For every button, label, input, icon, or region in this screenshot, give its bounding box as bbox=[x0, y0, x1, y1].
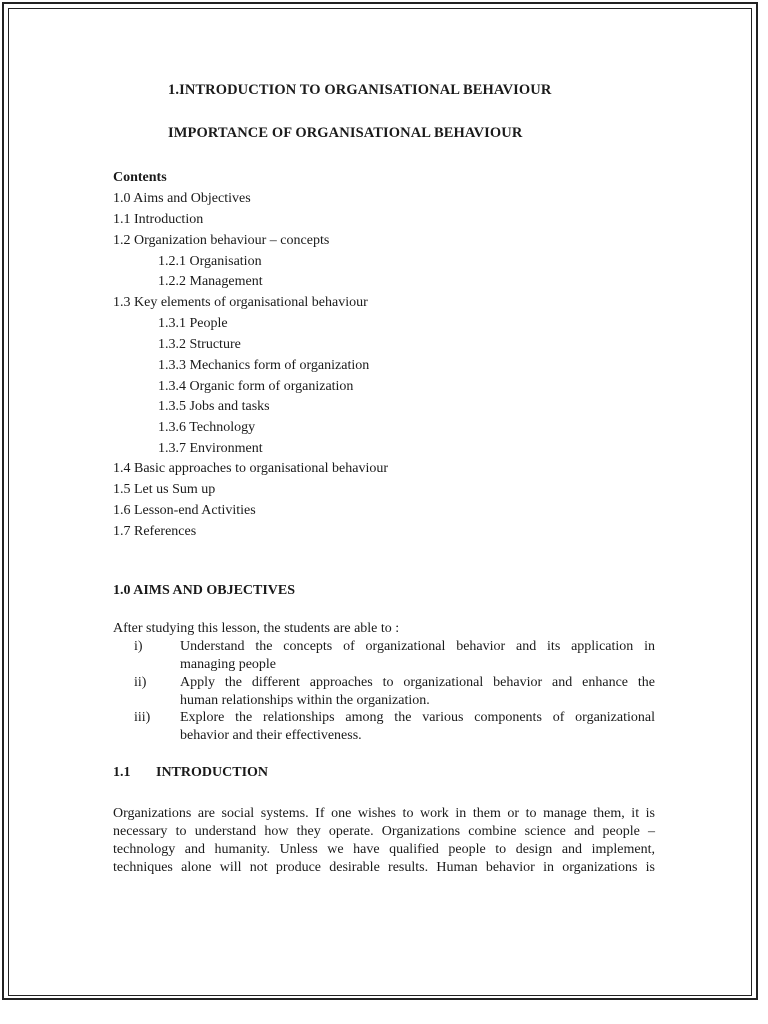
contents-subitem: 1.3.7 Environment bbox=[158, 441, 263, 456]
contents-item: 1.0 Aims and Objectives bbox=[113, 191, 251, 206]
contents-subitem: 1.2.2 Management bbox=[158, 274, 263, 289]
document-title: 1.INTRODUCTION TO ORGANISATIONAL BEHAVIOUR bbox=[168, 82, 552, 98]
list-item-line: Apply the different approaches to organizational behavior and enhance the bbox=[180, 675, 655, 690]
introduction-heading: INTRODUCTION bbox=[156, 765, 269, 780]
contents-item: 1.5 Let us Sum up bbox=[113, 482, 216, 497]
contents-item: 1.1 Introduction bbox=[113, 212, 204, 227]
contents-item: 1.2 Organization behaviour – concepts bbox=[113, 233, 330, 248]
contents-subitem: 1.3.1 People bbox=[158, 316, 228, 331]
document-subtitle: IMPORTANCE OF ORGANISATIONAL BEHAVIOUR bbox=[168, 125, 523, 141]
section-number: 1.1 bbox=[113, 765, 131, 780]
contents-subitem: 1.2.1 Organisation bbox=[158, 254, 262, 269]
paragraph-line: techniques alone will not produce desirable results. Human behavior in organizations is bbox=[113, 860, 655, 875]
contents-subitem: 1.3.2 Structure bbox=[158, 337, 241, 352]
list-item-line: behavior and their effectiveness. bbox=[180, 728, 362, 743]
aims-heading: 1.0 AIMS AND OBJECTIVES bbox=[113, 583, 296, 598]
contents-heading: Contents bbox=[113, 170, 167, 185]
contents-subitem: 1.3.4 Organic form of organization bbox=[158, 379, 354, 394]
contents-item: 1.4 Basic approaches to organisational behaviour bbox=[113, 461, 388, 476]
list-item-line: human relationships within the organization. bbox=[180, 693, 430, 708]
list-item-number: i) bbox=[134, 639, 143, 654]
list-item-number: ii) bbox=[134, 675, 147, 690]
contents-item: 1.3 Key elements of organisational behaviour bbox=[113, 295, 368, 310]
paragraph-line: Organizations are social systems. If one wishes to work in them or to manage them, it is bbox=[113, 806, 655, 821]
contents-subitem: 1.3.5 Jobs and tasks bbox=[158, 399, 270, 414]
contents-subitem: 1.3.6 Technology bbox=[158, 420, 256, 435]
list-item-line: Understand the concepts of organizational behavior and its application in bbox=[180, 639, 655, 654]
contents-item: 1.7 References bbox=[113, 524, 197, 539]
list-item-line: Explore the relationships among the various components of organizational bbox=[180, 710, 655, 725]
list-item-line: managing people bbox=[180, 657, 277, 672]
paragraph-line: necessary to understand how they operate. Organizations combine science and people – bbox=[113, 824, 655, 839]
paragraph-line: technology and humanity. Unless we have qualified people to design and implement, bbox=[113, 842, 655, 857]
list-item-number: iii) bbox=[134, 710, 151, 725]
aims-intro: After studying this lesson, the students are able to : bbox=[113, 621, 400, 636]
contents-subitem: 1.3.3 Mechanics form of organization bbox=[158, 358, 370, 373]
contents-item: 1.6 Lesson-end Activities bbox=[113, 503, 256, 518]
